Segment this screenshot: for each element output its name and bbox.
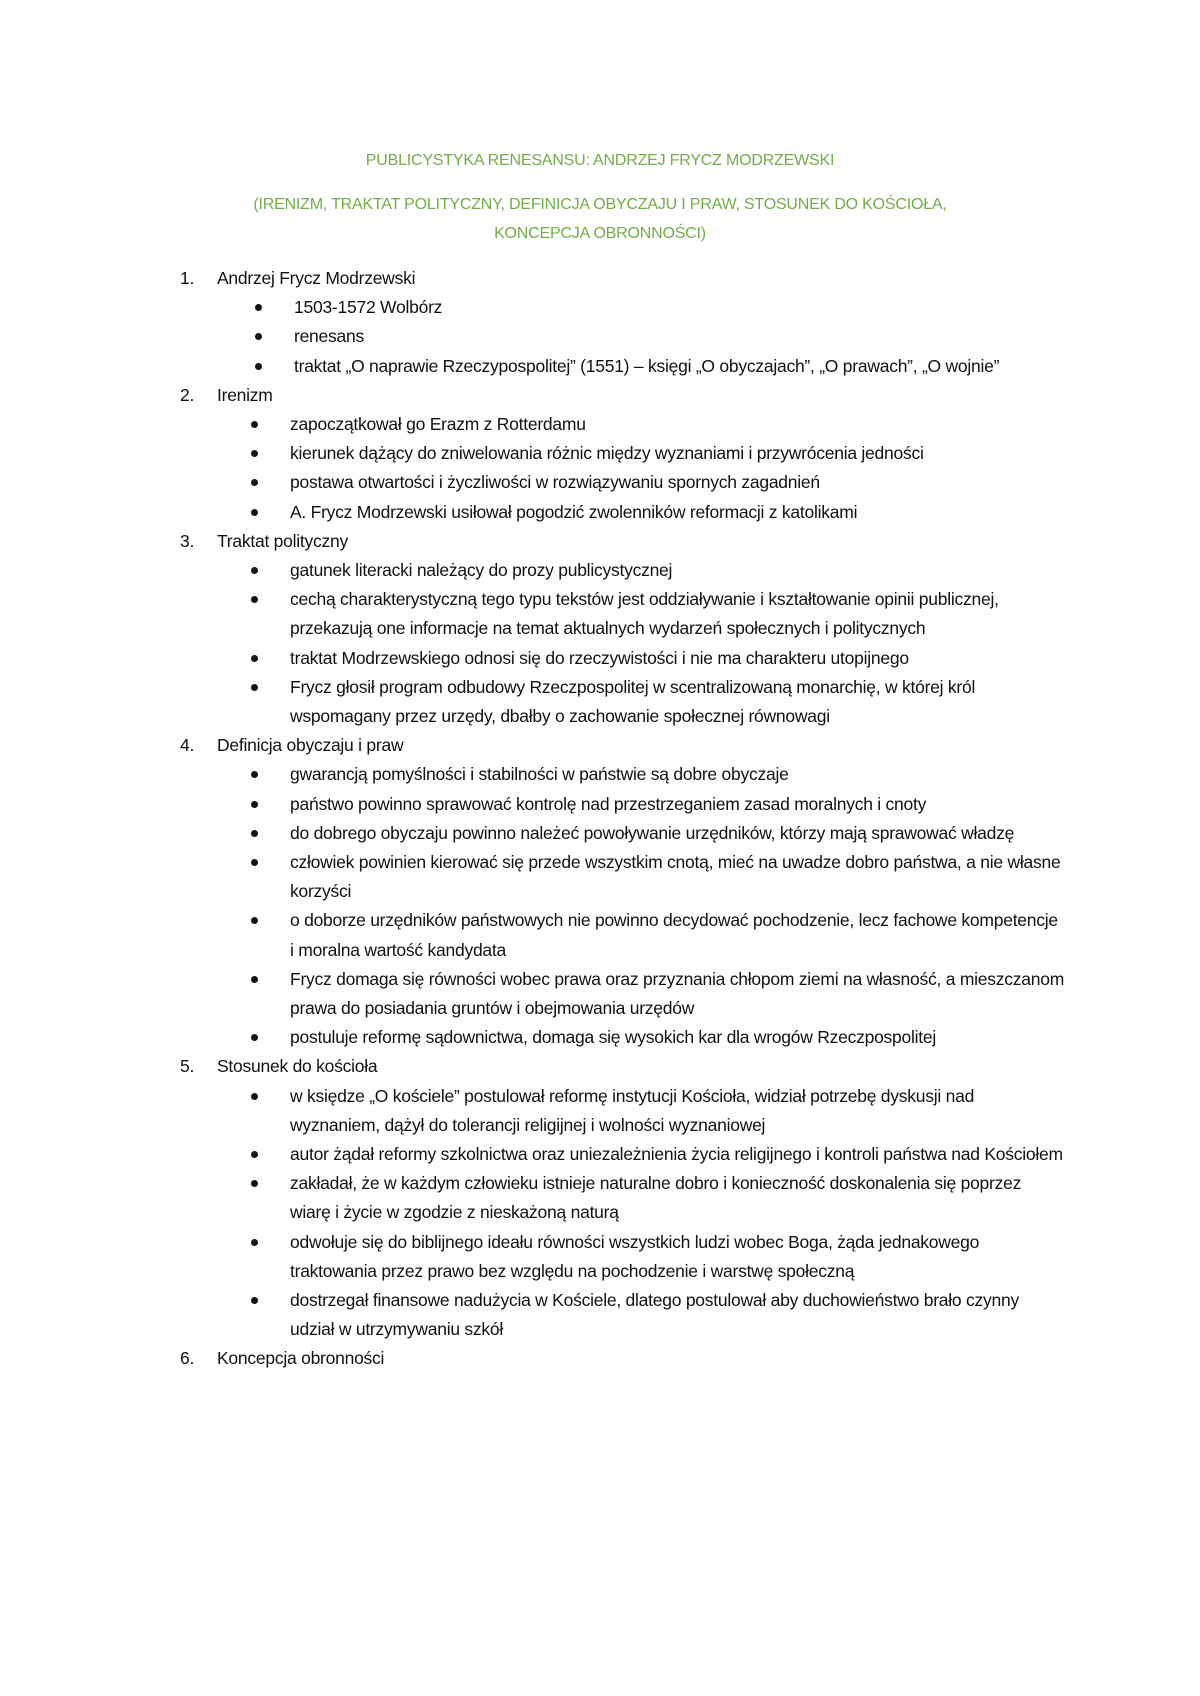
section-head	[0, 527, 1200, 556]
list-item	[0, 352, 1064, 381]
bullet-dot-icon	[251, 1093, 258, 1100]
list-item	[0, 1082, 1065, 1140]
bullet-dot-icon	[251, 1180, 258, 1187]
list-item	[0, 848, 1065, 906]
bullet-text: cechą charakterystyczną tego typu tekstów jest oddziaływanie i kształtowanie opinii publicznej, przekazują one informacje na temat aktualnych wydarzeń społecznych i politycznych	[290, 589, 999, 639]
section-4	[0, 731, 1200, 1052]
list-item	[0, 790, 1065, 819]
bullet-text: człowiek powinien kierować się przede wszystkim cnotą, mieć na uwadze dobro państwa, a nie własne korzyści	[290, 852, 1061, 902]
section-heading: Andrzej Frycz Modrzewski	[217, 268, 416, 288]
list-item	[0, 644, 1065, 673]
bullet-list	[0, 556, 1200, 731]
section-list	[0, 264, 1200, 1374]
bullet-text: do dobrego obyczaju powinno należeć powoływanie urzędników, którzy mają sprawować władzę	[290, 822, 1015, 843]
section-number: 5.	[180, 1056, 195, 1077]
section-head	[0, 1344, 1200, 1373]
section-6	[0, 1344, 1200, 1373]
bullet-text: zakładał, że w każdym człowieku istnieje naturalne dobro i konieczność doskonalenia się poprzez wiarę i życie w zgodzie z nieskażoną naturą	[290, 1173, 1022, 1223]
bullet-text: odwołuje się do biblijnego ideału równości wszystkich ludzi wobec Boga, żąda jednakowego traktowania przez prawo bez względu na pochodzenie i warstwę społeczną	[290, 1231, 980, 1281]
bullet-dot-icon	[251, 830, 258, 837]
section-head	[0, 731, 1200, 760]
section-heading: Definicja obyczaju i praw	[217, 735, 404, 756]
list-item	[0, 673, 1065, 731]
list-item	[0, 1286, 1065, 1344]
section-number: 3.	[180, 530, 195, 551]
document-subtitle	[0, 190, 1200, 248]
section-heading: Koncepcja obronności	[217, 1348, 385, 1369]
document-subtitle-line-1: (IRENIZM, TRAKTAT POLITYCZNY, DEFINICJA OBYCZAJU I PRAW, STOSUNEK DO KOŚCIOŁA,	[253, 196, 947, 213]
section-2	[0, 381, 1200, 527]
bullet-list	[0, 760, 1200, 1052]
bullet-dot-icon	[251, 479, 258, 486]
bullet-text: kierunek dążący do zniwelowania różnic między wyznaniami i przywrócenia jedności	[290, 443, 924, 464]
bullet-dot-icon	[251, 976, 258, 983]
bullet-dot-icon	[255, 304, 262, 311]
list-item	[0, 1023, 1065, 1052]
bullet-text: traktat „O naprawie Rzeczypospolitej” (1551) – księgi „O obyczajach”, „O prawach”, „O wojnie”	[294, 355, 1000, 376]
bullet-list	[0, 293, 1200, 381]
bullet-dot-icon	[255, 363, 262, 370]
document-title: PUBLICYSTYKA RENESANSU: ANDRZEJ FRYCZ MODRZEWSKI	[365, 152, 835, 169]
section-number: 2.	[180, 384, 195, 405]
section-3	[0, 527, 1200, 731]
list-item	[0, 819, 1065, 848]
bullet-text: w księdze „O kościele” postulował reformę instytucji Kościoła, widział potrzebę dyskusji nad wyznaniem, dążył do tolerancji religijnej i wolności wyznaniowej	[290, 1085, 975, 1135]
section-heading: Irenizm	[217, 384, 273, 405]
list-item	[0, 293, 1064, 322]
bullet-dot-icon	[251, 801, 258, 808]
bullet-dot-icon	[251, 450, 258, 457]
bullet-text: traktat Modrzewskiego odnosi się do rzeczywistości i nie ma charakteru utopijnego	[290, 647, 909, 668]
bullet-dot-icon	[251, 684, 258, 691]
list-item	[0, 1140, 1065, 1169]
bullet-text: Frycz głosił program odbudowy Rzeczpospolitej w scentralizowaną monarchię, w której król wspomagany przez urzędy, dbałby o zachowanie społecznej równowagi	[290, 676, 976, 726]
bullet-list	[0, 410, 1200, 527]
list-item	[0, 965, 1065, 1023]
bullet-dot-icon	[251, 1034, 258, 1041]
bullet-text: państwo powinno sprawować kontrolę nad przestrzeganiem zasad moralnych i cnoty	[290, 793, 927, 814]
section-number: 4.	[180, 735, 195, 756]
bullet-dot-icon	[255, 333, 262, 340]
bullet-text: gwarancją pomyślności i stabilności w państwie są dobre obyczaje	[290, 764, 789, 785]
list-item	[0, 556, 1065, 585]
list-item	[0, 1228, 1065, 1286]
list-item	[0, 906, 1065, 964]
document-subtitle-line-2: KONCEPCJA OBRONNOŚCI)	[494, 225, 706, 242]
bullet-dot-icon	[251, 859, 258, 866]
bullet-dot-icon	[251, 917, 258, 924]
list-item	[0, 585, 1065, 643]
bullet-dot-icon	[251, 771, 258, 778]
list-item	[0, 1169, 1065, 1227]
section-head	[0, 1052, 1200, 1081]
bullet-text: autor żądał reformy szkolnictwa oraz uniezależnienia życia religijnego i kontroli państwa nad Kościołem	[290, 1144, 1063, 1165]
section-number: 6.	[180, 1348, 195, 1369]
bullet-dot-icon	[251, 1297, 258, 1304]
list-item	[0, 468, 1065, 497]
section-1	[0, 264, 1200, 381]
bullet-dot-icon	[251, 1239, 258, 1246]
section-5	[0, 1052, 1200, 1344]
section-head	[0, 264, 1200, 293]
bullet-text: gatunek literacki należący do prozy publicystycznej	[290, 559, 673, 580]
bullet-dot-icon	[251, 509, 258, 516]
bullet-text: A. Frycz Modrzewski usiłował pogodzić zwolenników reformacji z katolikami	[290, 501, 858, 522]
bullet-list	[0, 1082, 1200, 1345]
bullet-dot-icon	[251, 655, 258, 662]
section-head	[0, 381, 1200, 410]
bullet-text: o doborze urzędników państwowych nie powinno decydować pochodzenie, lecz fachowe kompetencje i moralna wartość kandydata	[290, 910, 1058, 960]
bullet-text: postuluje reformę sądownictwa, domaga się wysokich kar dla wrogów Rzeczpospolitej	[290, 1027, 937, 1048]
section-heading: Traktat polityczny	[217, 530, 349, 551]
list-item	[0, 410, 1065, 439]
list-item	[0, 322, 1064, 351]
section-number: 1.	[180, 268, 195, 288]
bullet-text: postawa otwartości i życzliwości w rozwiązywaniu spornych zagadnień	[290, 472, 820, 493]
bullet-text: Frycz domaga się równości wobec prawa oraz przyznania chłopom ziemi na własność, a mieszczanom prawa do posiadania gruntów i obejmowania urzędów	[290, 968, 1065, 1019]
section-heading: Stosunek do kościoła	[217, 1056, 378, 1077]
bullet-dot-icon	[251, 421, 258, 428]
list-item	[0, 439, 1065, 468]
bullet-text: 1503-1572 Wolbórz	[294, 297, 443, 318]
list-item	[0, 760, 1065, 789]
bullet-text: zapoczątkował go Erazm z Rotterdamu	[290, 413, 586, 434]
bullet-dot-icon	[251, 1151, 258, 1158]
bullet-dot-icon	[251, 596, 258, 603]
bullet-text: renesans	[294, 326, 364, 347]
bullet-dot-icon	[251, 567, 258, 574]
list-item	[0, 498, 1065, 527]
bullet-text: dostrzegał finansowe nadużycia w Kościele, dlatego postulował aby duchowieństwo brało czynny udział w utrzymywaniu szkół	[290, 1290, 1019, 1340]
